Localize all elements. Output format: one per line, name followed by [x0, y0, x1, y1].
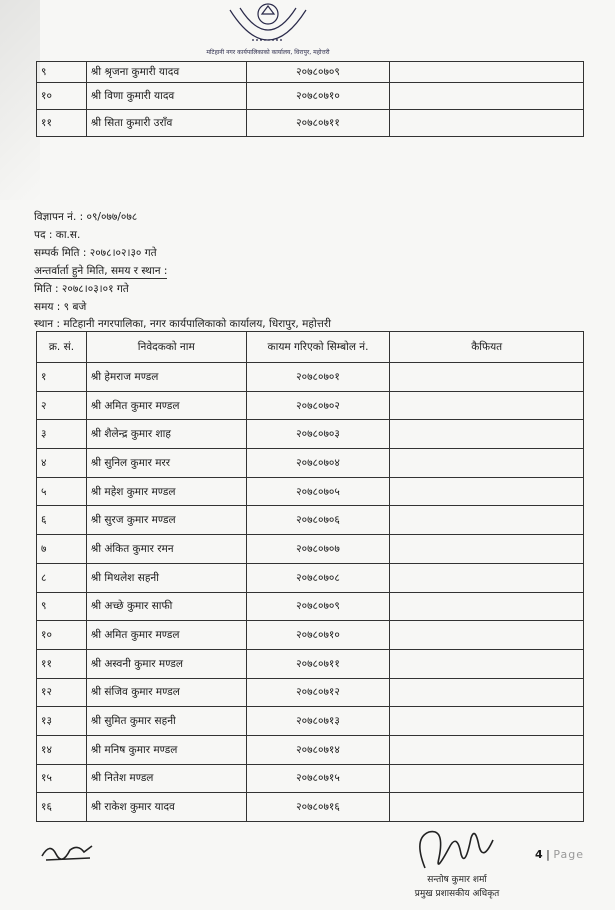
remarks-cell: [390, 506, 584, 535]
remarks-cell: [390, 592, 584, 621]
remarks-cell: [390, 735, 584, 764]
header-serial: क्र. सं.: [37, 332, 87, 363]
table-row: [37, 678, 584, 707]
table-row: [37, 592, 584, 621]
contact-date: सम्पर्क मिति : २०७८।०२।३० गते: [34, 247, 157, 259]
table-row: [37, 735, 584, 764]
remarks-cell: [390, 678, 584, 707]
serial-cell: २: [37, 391, 87, 420]
name-cell: श्री महेश कुमार मण्डल: [86, 477, 246, 506]
remarks-cell: [390, 563, 584, 592]
table-row: [37, 649, 584, 678]
remarks-cell: [390, 391, 584, 420]
serial-cell: १५: [37, 764, 87, 793]
serial-cell: ९: [37, 62, 87, 83]
seal-text: मटिहानी नगर कार्यपालिकाको कार्यालय, धिरापुर, महोत्तरी: [206, 49, 330, 56]
interview-place: स्थान : मटिहानी नगरपालिका, नगर कार्यपालिकाको कार्यालय, धिरापुर, महोत्तरी: [34, 318, 331, 330]
table-row: [37, 363, 584, 392]
serial-cell: १०: [37, 621, 87, 650]
remarks-cell: [390, 449, 584, 478]
name-cell: श्री राकेश कुमार यादव: [86, 793, 246, 822]
serial-cell: १: [37, 363, 87, 392]
remarks-cell: [390, 83, 584, 110]
symbol-cell: २०७८०७१३: [246, 707, 390, 736]
serial-cell: ८: [37, 563, 87, 592]
post-name: पद : का.स.: [34, 229, 81, 241]
name-cell: श्री मनिष कुमार मण्डल: [86, 735, 246, 764]
name-cell: श्री संजिव कुमार मण्डल: [86, 678, 246, 707]
header-symbol: कायम गरिएको सिम्बोल नं.: [246, 332, 390, 363]
symbol-cell: २०७८०७०३: [246, 420, 390, 449]
table-row: [37, 535, 584, 564]
table-row: [37, 506, 584, 535]
serial-cell: ३: [37, 420, 87, 449]
remarks-cell: [390, 363, 584, 392]
officer-name: सन्तोष कुमार शर्मा: [427, 875, 487, 885]
symbol-cell: २०७८०७१४: [246, 735, 390, 764]
table-row: [37, 563, 584, 592]
name-cell: श्री श्रृजना कुमारी यादव: [86, 62, 246, 83]
remarks-cell: [390, 707, 584, 736]
name-cell: श्री सुनिल कुमार मरर: [86, 449, 246, 478]
table-row: [37, 62, 584, 83]
name-cell: श्री विणा कुमारी यादव: [86, 83, 246, 110]
serial-cell: ११: [37, 110, 87, 137]
advert-number: विज्ञापन नं. : ०९/०७७/०७८: [34, 211, 138, 223]
symbol-cell: २०७८०७०९: [246, 592, 390, 621]
page-number-value: 4: [535, 848, 543, 861]
serial-cell: ५: [37, 477, 87, 506]
office-seal-stamp: [206, 0, 330, 64]
name-cell: श्री सुरज कुमार मण्डल: [86, 506, 246, 535]
symbol-cell: २०७८०७१०: [246, 621, 390, 650]
name-cell: श्री सुमित कुमार सहनी: [86, 707, 246, 736]
symbol-cell: २०७८०७०८: [246, 563, 390, 592]
symbol-cell: २०७८०७०७: [246, 535, 390, 564]
remarks-cell: [390, 477, 584, 506]
remarks-cell: [390, 62, 584, 83]
table-row: [37, 449, 584, 478]
table-row: [37, 764, 584, 793]
serial-cell: १२: [37, 678, 87, 707]
symbol-cell: २०७८०७१५: [246, 764, 390, 793]
applicants-table: [36, 331, 584, 822]
table-row: [37, 621, 584, 650]
serial-cell: ४: [37, 449, 87, 478]
interview-time: समय : ९ बजे: [34, 301, 87, 313]
symbol-cell: २०७८०७११: [246, 649, 390, 678]
symbol-cell: २०७८०७१६: [246, 793, 390, 822]
symbol-cell: २०७८०७१०: [246, 83, 390, 110]
serial-cell: १६: [37, 793, 87, 822]
remarks-cell: [390, 420, 584, 449]
serial-cell: ६: [37, 506, 87, 535]
symbol-cell: २०७८०७१२: [246, 678, 390, 707]
table-row: [37, 707, 584, 736]
symbol-cell: २०७८०७०१: [246, 363, 390, 392]
symbol-cell: २०७८०७०६: [246, 506, 390, 535]
name-cell: श्री शैलेन्द्र कुमार शाह: [86, 420, 246, 449]
symbol-cell: २०७८०७११: [246, 110, 390, 137]
applicants-table-continued: [36, 61, 584, 137]
name-cell: श्री नितेश मण्डल: [86, 764, 246, 793]
serial-cell: १०: [37, 83, 87, 110]
name-cell: श्री अमित कुमार मण्डल: [86, 391, 246, 420]
table-header-row: [37, 332, 584, 363]
name-cell: श्री अंकित कुमार रमन: [86, 535, 246, 564]
officer-title: प्रमुख प्रशासकीय अधिकृत: [414, 889, 500, 899]
table-row: [37, 110, 584, 137]
serial-cell: ११: [37, 649, 87, 678]
remarks-cell: [390, 649, 584, 678]
remarks-cell: [390, 621, 584, 650]
page-number: 4 | Page: [535, 848, 584, 861]
serial-cell: १४: [37, 735, 87, 764]
table-row: [37, 83, 584, 110]
officer-signature: [405, 818, 510, 900]
symbol-cell: २०७८०७०५: [246, 477, 390, 506]
interview-heading: अन्तर्वार्ता हुने मिति, समय र स्थान :: [34, 265, 168, 277]
table-row: [37, 477, 584, 506]
interview-date: मिति : २०७८।०३।०१ गते: [34, 283, 129, 295]
initials-signature: [40, 838, 96, 864]
symbol-cell: २०७८०७०९: [246, 62, 390, 83]
header-remarks: कैफियत: [390, 332, 584, 363]
serial-cell: ९: [37, 592, 87, 621]
name-cell: श्री हेमराज मण्डल: [86, 363, 246, 392]
serial-cell: १३: [37, 707, 87, 736]
table-row: [37, 420, 584, 449]
header-name: निवेदकको नाम: [86, 332, 246, 363]
page-label: Page: [553, 848, 584, 861]
table-row: [37, 391, 584, 420]
remarks-cell: [390, 764, 584, 793]
symbol-cell: २०७८०७०२: [246, 391, 390, 420]
scan-shadow: [0, 0, 40, 200]
name-cell: श्री मिथलेश सहनी: [86, 563, 246, 592]
name-cell: श्री सिता कुमारी उराँव: [86, 110, 246, 137]
name-cell: श्री अस्वनी कुमार मण्डल: [86, 649, 246, 678]
serial-cell: ७: [37, 535, 87, 564]
name-cell: श्री अच्छे कुमार साफी: [86, 592, 246, 621]
symbol-cell: २०७८०७०४: [246, 449, 390, 478]
remarks-cell: [390, 535, 584, 564]
remarks-cell: [390, 110, 584, 137]
name-cell: श्री अमित कुमार मण्डल: [86, 621, 246, 650]
